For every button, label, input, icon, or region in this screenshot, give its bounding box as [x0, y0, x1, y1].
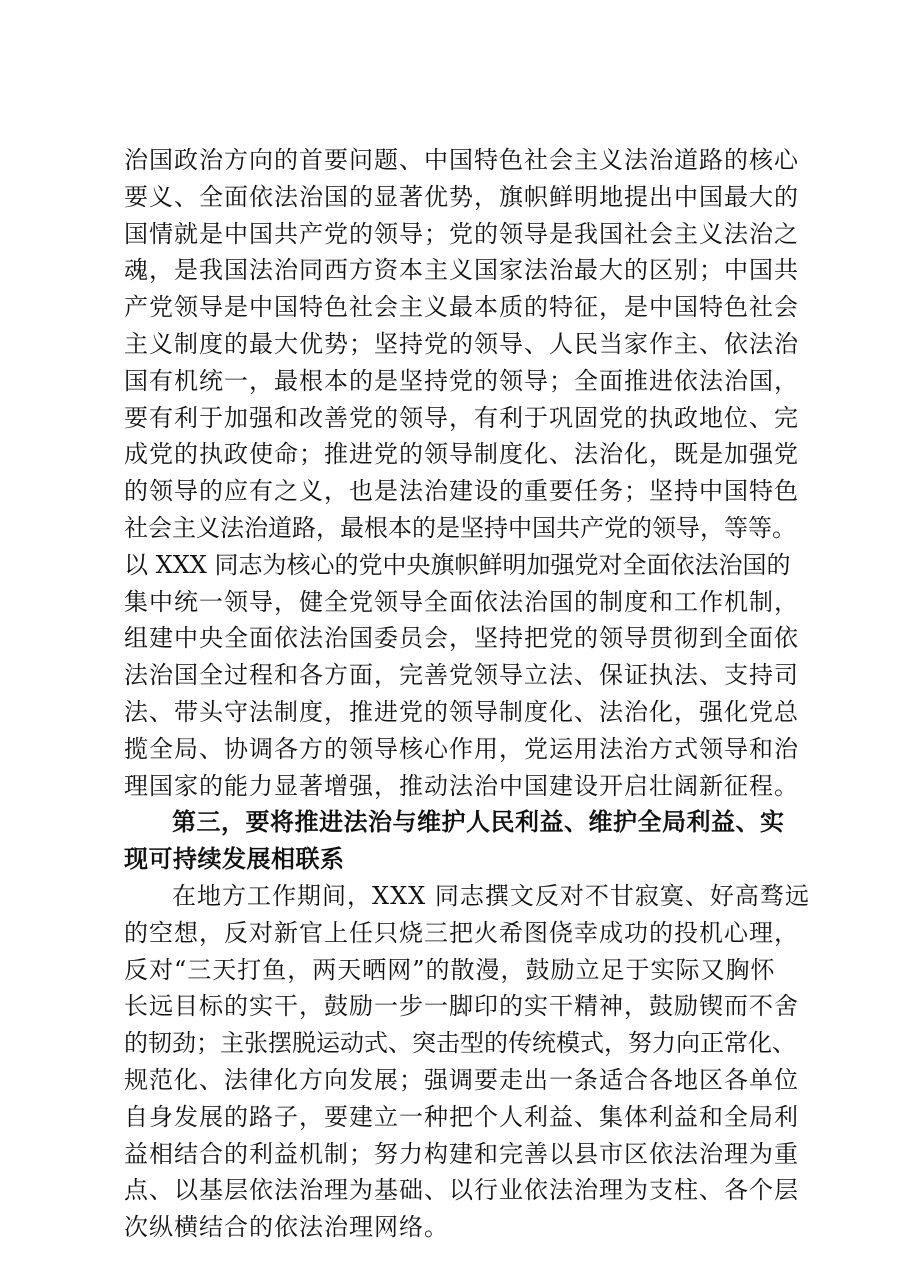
- text-line: 规范化、法律化方向发展；强调要走出一条适合各地区各单位: [124, 1065, 799, 1094]
- text-line: 要有利于加强和改善党的领导，有利于巩固党的执政地位、完: [124, 403, 799, 432]
- text-line: 治国政治方向的首要问题、中国特色社会主义法治道路的核心: [124, 146, 799, 174]
- text-line: 的空想，反对新官上任只烧三把火希图侥幸成功的投机心理，: [124, 918, 799, 947]
- text-line: 国有机统一，最根本的是坚持党的领导；全面推进依法治国，: [124, 366, 799, 395]
- text-line: 产党领导是中国特色社会主义最本质的特征，是中国特色社会: [124, 293, 799, 322]
- heading-line: 第三，要将推进法治与维护人民利益、维护全局利益、实: [172, 808, 785, 837]
- paragraph-1: [124, 142, 804, 804]
- text-line: 法治国全过程和各方面，完善党领导立法、保证执法、支持司: [124, 661, 799, 690]
- text-line: 点、以基层依法治理为基础、以行业依法治理为支柱、各个层: [124, 1176, 799, 1205]
- text-line: 揽全局、协调各方的领导核心作用，党运用法治方式领导和治: [124, 734, 799, 763]
- text-line: 在地方工作期间，XXX 同志撰文反对不甘寂寞、好高骛远: [172, 881, 810, 910]
- text-line: 益相结合的利益机制；努力构建和完善以县市区依法治理为重: [124, 1139, 799, 1168]
- text-line: 社会主义法治道路，最根本的是坚持中国共产党的领导，等等。: [124, 513, 796, 542]
- text-line: 国情就是中国共产党的领导；党的领导是我国社会主义法治之: [124, 219, 799, 248]
- text-line: 集中统一领导，健全党领导全面依法治国的制度和工作机制，: [124, 587, 799, 616]
- document-body: [124, 142, 810, 1246]
- text-line: 长远目标的实干，鼓励一步一脚印的实干精神，鼓励锲而不舍: [124, 992, 799, 1021]
- text-line: 以 XXX 同志为核心的党中央旗帜鲜明加强党对全面依法治国的: [124, 550, 791, 579]
- text-line: 成党的执政使命；推进党的领导制度化、法治化，既是加强党: [124, 440, 799, 469]
- section-heading: [124, 804, 804, 878]
- text-line: 理国家的能力显著增强，推动法治中国建设开启壮阔新征程。: [124, 771, 799, 800]
- text-line: 主义制度的最大优势；坚持党的领导、人民当家作主、依法治: [124, 329, 799, 358]
- text-line: 法、带头守法制度，推进党的领导制度化、法治化，强化党总: [124, 697, 799, 726]
- text-line: 要义、全面依法治国的显著优势，旗帜鲜明地提出中国最大的: [124, 182, 799, 211]
- text-line: 的韧劲；主张摆脱运动式、突击型的传统模式，努力向正常化、: [124, 1029, 796, 1058]
- heading-line: 现可持续发展相联系: [124, 845, 345, 874]
- text-line: 反对“三天打鱼，两天晒网”的散漫，鼓励立足于实际又胸怀: [124, 955, 776, 984]
- text-line: 组建中央全面依法治国委员会，坚持把党的领导贯彻到全面依: [124, 624, 799, 653]
- text-line: 次纵横结合的依法治理网络。: [124, 1213, 449, 1242]
- text-line: 魂，是我国法治同西方资本主义国家法治最大的区别；中国共: [124, 256, 799, 285]
- paragraph-2: [124, 878, 810, 1246]
- text-line: 自身发展的路子，要建立一种把个人利益、集体利益和全局利: [124, 1102, 799, 1131]
- text-line: 的领导的应有之义，也是法治建设的重要任务；坚持中国特色: [124, 477, 799, 506]
